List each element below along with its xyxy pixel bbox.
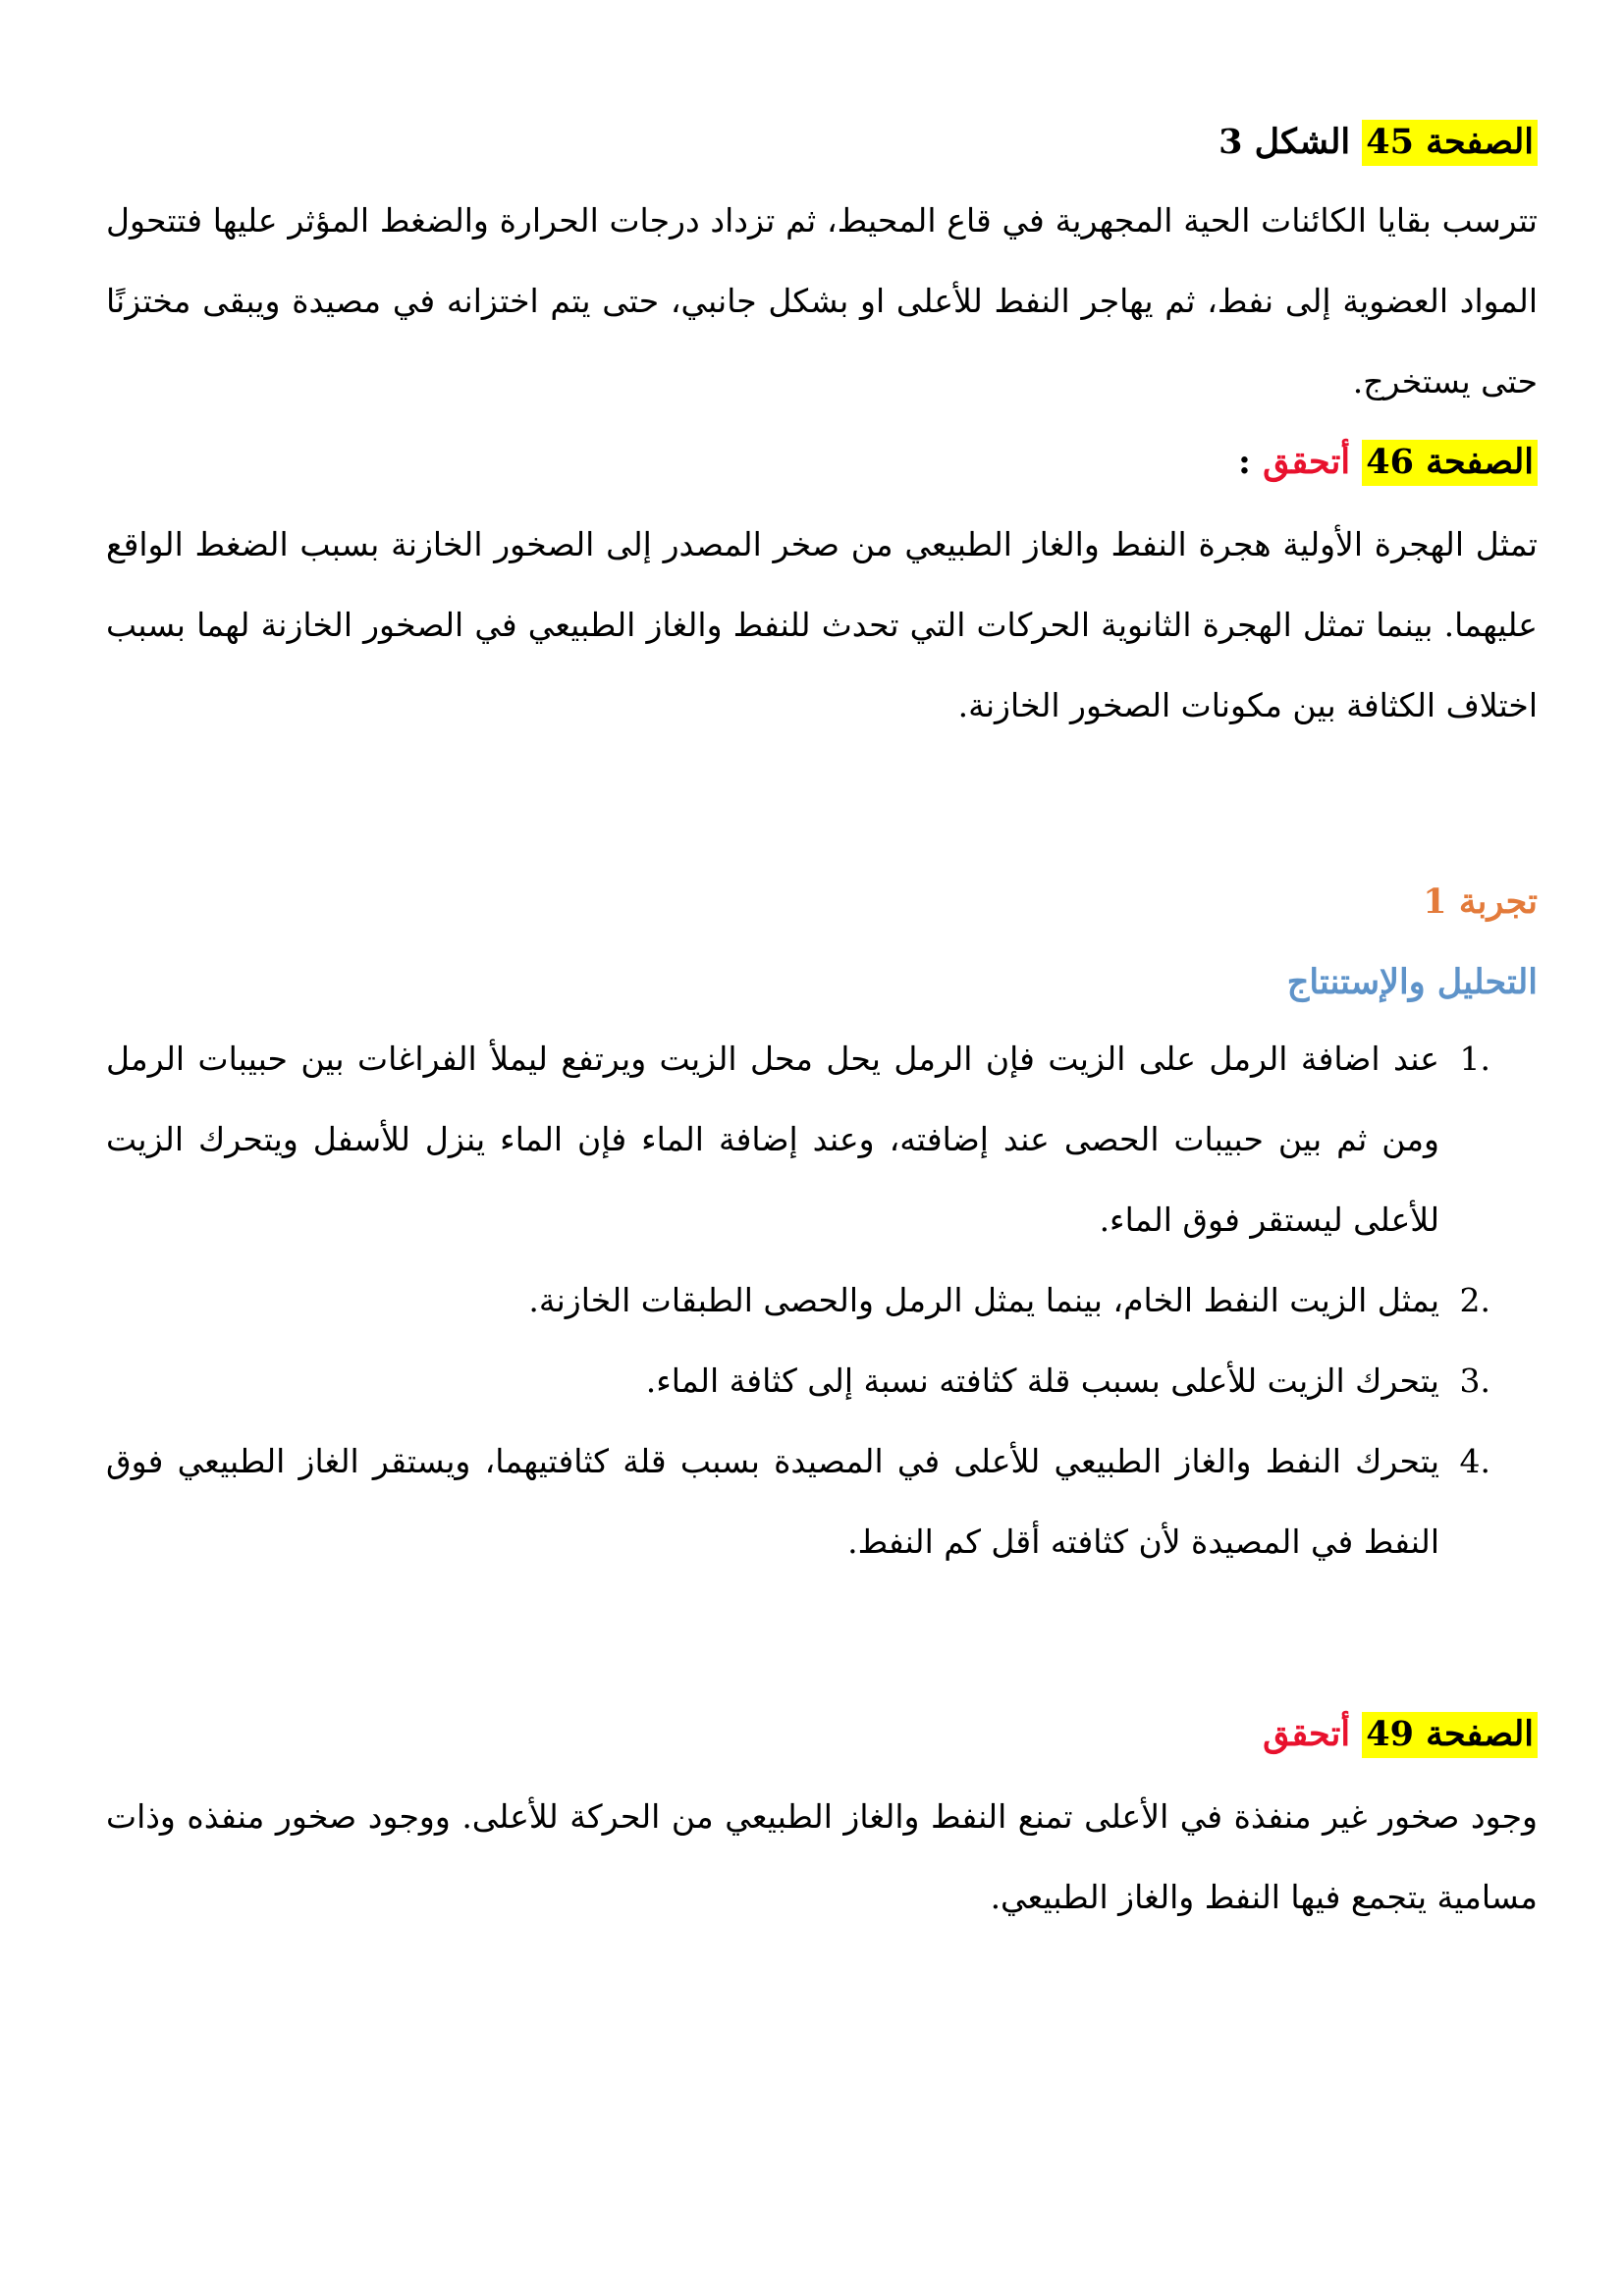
section-heading-page-45 bbox=[106, 116, 1538, 169]
list-item bbox=[106, 1019, 1538, 1260]
verify-label: أتحقق bbox=[1263, 442, 1351, 482]
analysis-list bbox=[106, 1019, 1538, 1582]
page-number-highlight: الصفحة 46 bbox=[1362, 440, 1538, 486]
list-item-number: 3. bbox=[1459, 1362, 1490, 1400]
paragraph-page-45: تترسب بقايا الكائنات الحية المجهرية في قاع المحيط، ثم تزداد درجات الحرارة والضغط المؤثر عليها فتتحول المواد العضوية إلى نفط، ثم يهاجر النفط للأعلى او بشكل جانبي، حتى يتم اختزانه في مصيدة ويبقى مختزنًا حتى يستخرج. bbox=[106, 201, 1538, 400]
list-item-text: يمثل الزيت النفط الخام، بينما يمثل الرمل والحصى الطبقات الخازنة. bbox=[528, 1281, 1439, 1319]
paragraph-page-46: تمثل الهجرة الأولية هجرة النفط والغاز الطبيعي من صخر المصدر إلى الصخور الخازنة بسبب الضغط الواقع عليهما. بينما تمثل الهجرة الثانوية الحركات التي تحدث للنفط والغاز الطبيعي في الصخور الخازنة لهما بسبب اختلاف الكثافة بين مكونات الصخور الخازنة. bbox=[106, 525, 1538, 724]
verify-label: أتحقق bbox=[1263, 1714, 1351, 1754]
analysis-subtitle: التحليل والإستنتاج bbox=[1286, 962, 1538, 1002]
list-item-text: عند اضافة الرمل على الزيت فإن الرمل يحل محل الزيت ويرتفع ليملأ الفراغات بين حبيبات الرمل ومن ثم بين حبيبات الحصى عند إضافته، وعند إضافة الماء فإن الماء ينزل للأسفل ويتحرك الزيت للأعلى ليستقر فوق الماء. bbox=[106, 1040, 1439, 1239]
list-item-text: يتحرك الزيت للأعلى بسبب قلة كثافته نسبة إلى كثافة الماء. bbox=[645, 1362, 1439, 1400]
section-heading-page-46 bbox=[106, 436, 1538, 489]
list-item bbox=[106, 1260, 1538, 1341]
list-item bbox=[106, 1341, 1538, 1421]
list-item-text: يتحرك النفط والغاز الطبيعي للأعلى في المصيدة بسبب قلة كثافتيهما، ويستقر الغاز الطبيعي فوق النفط في المصيدة لأن كثافته أقل كم النفط. bbox=[106, 1442, 1439, 1561]
list-item-number: 4. bbox=[1459, 1442, 1490, 1480]
experiment-title: تجربة 1 bbox=[1423, 881, 1538, 922]
list-item-number: 2. bbox=[1459, 1281, 1490, 1319]
paragraph-page-49: وجود صخور غير منفذة في الأعلى تمنع النفط والغاز الطبيعي من الحركة للأعلى. ووجود صخور منفذه وذات مسامية يتجمع فيها النفط والغاز الطبيعي. bbox=[106, 1797, 1538, 1916]
figure-label: الشكل 3 bbox=[1218, 122, 1351, 162]
list-item-number: 1. bbox=[1459, 1040, 1490, 1078]
page-number-highlight: الصفحة 49 bbox=[1362, 1712, 1538, 1758]
section-heading-page-49 bbox=[106, 1708, 1538, 1761]
list-item bbox=[106, 1421, 1538, 1582]
heading-colon: : bbox=[1238, 442, 1251, 482]
document-content bbox=[106, 116, 1538, 1938]
page-number-highlight: الصفحة 45 bbox=[1362, 120, 1538, 166]
